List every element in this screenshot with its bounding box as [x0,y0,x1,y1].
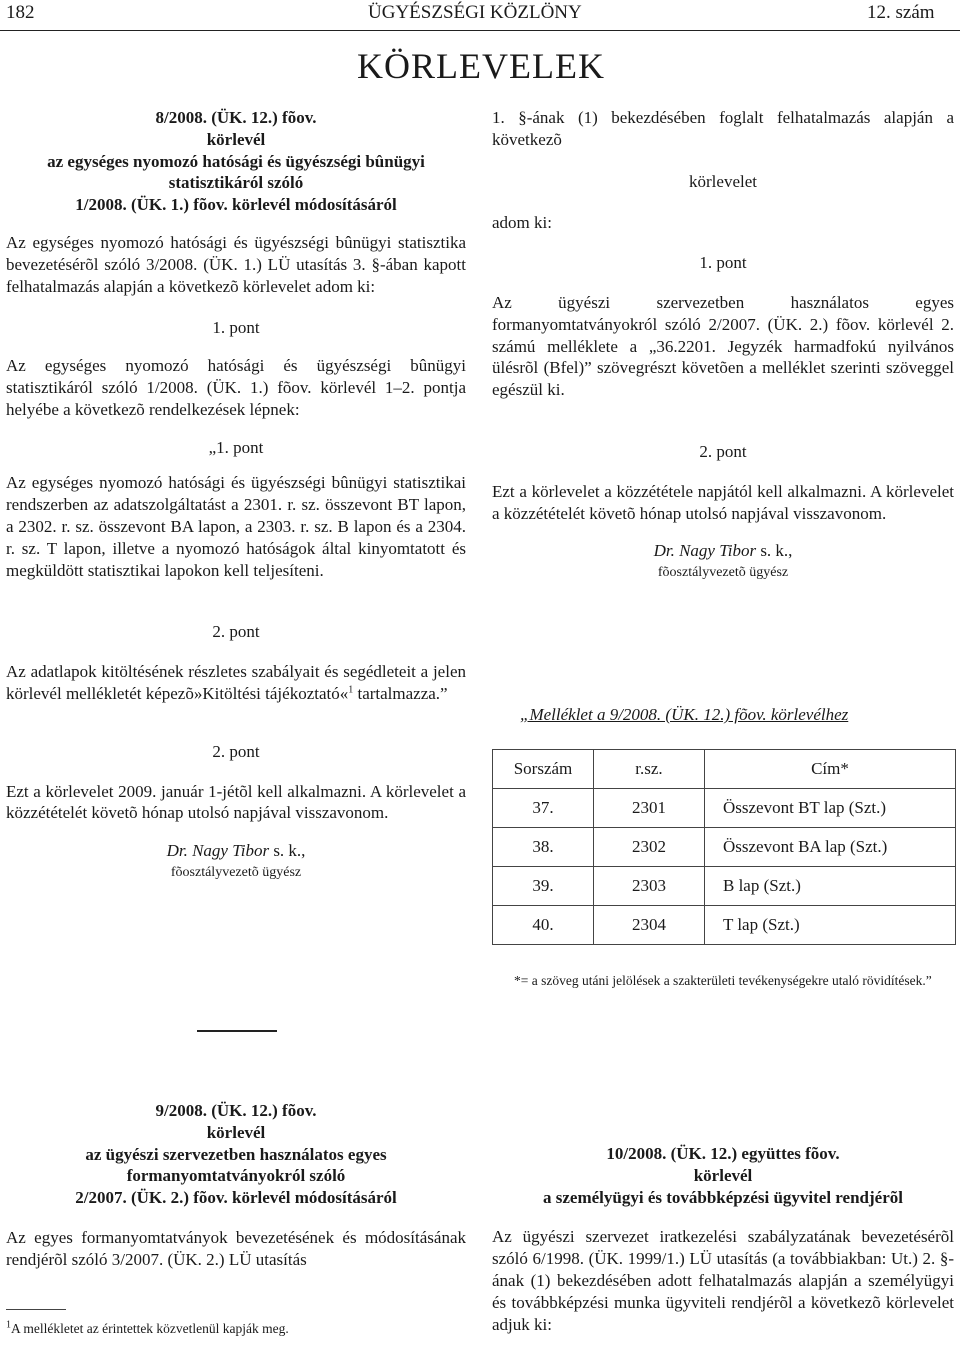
korlevelet-heading: körlevelet [689,171,757,191]
body-paragraph: Az egységes nyomozó hatósági és ügyészségi bûnügyi statisztikáról szóló 1/2008. (ÜK. 1.) fõov. körlevél 1–2. pontja helyébe a következõ rendelkezések lépnek: [6,356,466,419]
table-cell: Összevont BA lap (Szt.) [705,828,956,867]
table-row [493,906,956,945]
signer-suffix: s. k., [756,541,793,561]
title-line: 10/2008. (ÜK. 12.) együttes fõov. [606,1144,840,1163]
column-header: Cím* [705,750,956,789]
section-heading: „1. pont [208,437,264,457]
section-heading: 1. pont [212,318,260,338]
title-line: körlevél [206,1122,266,1142]
section-heading: 2. pont [212,741,260,761]
footnote-marker: 1 [348,684,354,696]
circular-8-2008 [6,107,466,884]
table-row [493,789,956,828]
title-line: formanyomtatványokról szóló [126,1166,346,1186]
signer-title: fõosztályvezetõ ügyész [170,864,302,880]
table-header-row [493,750,956,789]
journal-title: ÜGYÉSZSÉGI KÖZLÖNY [368,2,582,23]
table-cell: 37. [493,789,594,828]
column-header: Sorszám [493,750,594,789]
table-cell: 2301 [594,789,705,828]
circular-10-2008 [492,1143,954,1335]
header-rule [0,30,960,31]
table-cell: 40. [493,906,594,945]
intro-paragraph: Az egyes formanyomtatványok bevezetésének és módosításának rendjérõl szóló 3/2007. (ÜK. 2.) LÜ utasítás [6,1227,466,1269]
section-title: KÖRLEVELEK [357,46,605,86]
body-paragraph: Az ügyészi szervezetben használatos egyes formanyomtatványokról szóló 2/2007. (ÜK. 2.) fõov. körlevél 2. számú melléklete a „36.2201. Jegyzék harmadfokú nyilvános ülésrõl (Bfel)” szövegrészt követõen a melléklet szerinti szöveggel egészül ki. [492,292,954,400]
title-line: 1/2008. (ÜK. 1.) fõov. körlevél módosításáról [75,195,397,215]
intro-paragraph: Az egységes nyomozó hatósági és ügyészségi bûnügyi statisztika bevezetésérõl szóló 3/2008. (ÜK. 1.) LÜ utasítás 3. §-ában kapott felhatalmazás alapján a következõ körlevelet adom ki: [6,232,466,296]
circular-9-2008-continued [492,107,954,584]
title-line: 9/2008. (ÜK. 12.) fõov. [155,1101,317,1120]
table-row [493,867,956,906]
title-line: 8/2008. (ÜK. 12.) fõov. [155,108,317,127]
annex-table [492,749,956,945]
intro-paragraph: 1. §-ának (1) bekezdésében foglalt felhatalmazás alapján a következõ [492,108,954,149]
section-heading: 2. pont [212,622,260,642]
adom-ki: adom ki: [492,213,552,233]
page-number: 182 [6,2,35,23]
title-line: körlevél [206,129,266,149]
body-paragraph: Ezt a körlevelet 2009. január 1-jétõl kell alkalmazni. A körlevelet a közzétételét követõ hónap utolsó napjával visszavonom. [6,781,466,823]
section-divider [197,1030,277,1032]
table-note: *= a szöveg utáni jelölések a szakterületi tevékenységekre utaló rövidítések.” [514,973,932,988]
table-cell: 2302 [594,828,705,867]
body-text: tartalmazza.” [353,683,448,703]
circular-title [6,107,466,216]
signer-name: Dr. Nagy Tibor [166,841,270,861]
section-heading: 2. pont [699,441,747,461]
column-header: r.sz. [594,750,705,789]
title-line: körlevél [693,1165,753,1185]
title-line: az egységes nyomozó hatósági és ügyészségi bûnügyi [47,151,425,171]
signature [492,540,954,562]
footnote-marker: 1 [6,1319,11,1331]
body-paragraph: Ezt a körlevelet a közzététele napjától kell alkalmazni. A körlevelet a közzétételét követõ hónap utolsó napjával visszavonom. [492,481,954,523]
footnote [6,1320,289,1338]
footnote-text: A mellékletet az érintettek közvetlenül kapják meg. [11,1321,289,1336]
table-cell: Összevont BT lap (Szt.) [705,789,956,828]
body-text: Az adatlapok kitöltésének részletes szabályait és segédleteit a jelen körlevél mellékletét képezõ»Kitöltési tájékoztató« [6,662,466,703]
title-line: statisztikáról szóló [168,173,304,193]
signer-suffix: s. k., [269,841,306,861]
circular-9-2008 [6,1100,466,1271]
table-cell: B lap (Szt.) [705,867,956,906]
annex-title: „Melléklet a 9/2008. (ÜK. 12.) fõov. körlevélhez [520,705,849,724]
title-line: a személyügyi és továbbképzési ügyvitel rendjérõl [543,1187,903,1207]
intro-paragraph: Az ügyészi szervezet iratkezelési szabályzatának bevezetésérõl szóló 6/1998. (ÜK. 1999/1.) LÜ utasítás (a továbbiakban: Ut.) 2. §-ának (1) bekezdésében adott felhatalmazás alapján a személyügyi és továbbképzési munka ügyviteli rendjérõl a következõ körlevelet adjuk ki: [492,1227,954,1334]
body-paragraph: Az egységes nyomozó hatósági és ügyészségi bûnügyi statisztikai rendszerben az adatszolgáltatást a 2301. r. sz. összevont BT lapon, a 2302. r. sz. összevont BA lapon, a 2303. r. sz. B lapon és a 2304. r. sz. T lapon, illetve a nyomozó hatóságok által kinyomtatott és megküldött statisztikai lapokon kell teljesíteni. [6,473,466,580]
table-cell: 38. [493,828,594,867]
table-cell: 2303 [594,867,705,906]
body-paragraph [6,661,466,705]
table-cell: 39. [493,867,594,906]
issue-number: 12. szám [867,2,935,23]
footnote-rule [6,1309,66,1310]
circular-title [6,1100,466,1209]
table-cell: T lap (Szt.) [705,906,956,945]
signer-name: Dr. Nagy Tibor [653,541,757,561]
section-heading: 1. pont [699,253,747,273]
circular-title [492,1143,954,1208]
table-cell: 2304 [594,906,705,945]
signature [6,840,466,862]
table-row [493,828,956,867]
title-line: 2/2007. (ÜK. 2.) fõov. körlevél módosításáról [75,1188,397,1208]
title-line: az ügyészi szervezetben használatos egyes [85,1144,387,1164]
signer-title: fõosztályvezetõ ügyész [657,565,789,581]
